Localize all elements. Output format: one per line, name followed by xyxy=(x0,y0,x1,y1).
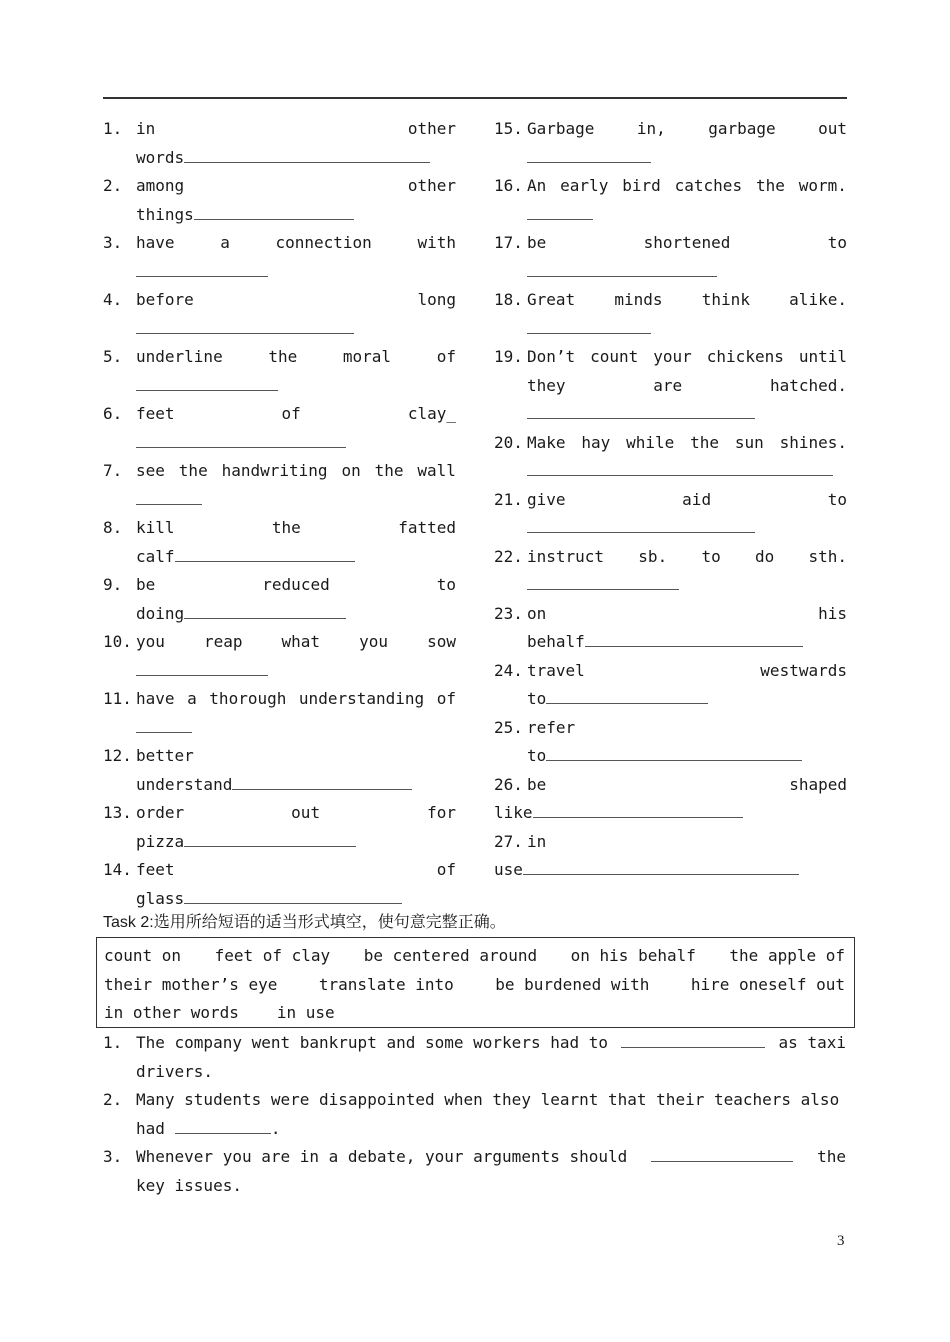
phrase-word: glass xyxy=(136,888,185,908)
phrase-word: the xyxy=(178,461,208,480)
phrase-word: to xyxy=(527,746,547,765)
answer-line xyxy=(136,262,268,282)
phrase-line xyxy=(527,347,847,367)
phrase-word: to xyxy=(827,489,847,509)
phrase-word: bird xyxy=(622,176,661,195)
phrase-word: you xyxy=(359,632,389,651)
answer-line xyxy=(527,575,679,595)
item-number: 22. xyxy=(494,546,523,566)
answer-line xyxy=(527,518,755,538)
answer-blank[interactable] xyxy=(523,860,799,875)
answer-blank[interactable] xyxy=(136,433,346,448)
item-number: 15. xyxy=(494,119,523,138)
item-number: 11. xyxy=(103,689,132,708)
header-rule xyxy=(103,97,847,99)
answer-blank[interactable] xyxy=(621,1033,765,1048)
phrase-word: catches xyxy=(674,176,743,195)
answer-line xyxy=(136,376,278,396)
phrase-word: a xyxy=(220,233,230,252)
answer-blank[interactable] xyxy=(527,148,651,163)
answer-line xyxy=(527,746,802,766)
phrase-line xyxy=(527,604,847,624)
answer-line xyxy=(527,205,593,225)
sentence-line xyxy=(136,1062,213,1082)
phrase-word: underline xyxy=(136,347,223,366)
phrase-word: the xyxy=(690,432,719,452)
page-number: 3 xyxy=(837,1233,845,1249)
item-number: 7. xyxy=(103,461,123,480)
phrase-bank-item: in other words xyxy=(104,1003,239,1022)
sentence-text: Many students were disappointed when they learnt that their teachers also xyxy=(136,1090,840,1109)
answer-line xyxy=(136,889,402,909)
phrase-word: to xyxy=(701,546,721,566)
sentence-text: drivers. xyxy=(136,1061,214,1081)
item-number: 16. xyxy=(494,176,523,195)
phrase-line xyxy=(136,803,456,823)
answer-blank[interactable] xyxy=(184,604,346,619)
phrase-word: words xyxy=(136,147,185,167)
answer-line xyxy=(527,461,833,481)
answer-blank[interactable] xyxy=(585,632,803,647)
phrase-line xyxy=(136,689,456,709)
phrase-word: Make xyxy=(527,432,566,452)
phrase-word: reap xyxy=(203,632,243,651)
phrase-word: behalf xyxy=(527,632,585,651)
phrase-word: think xyxy=(701,290,750,309)
answer-line xyxy=(136,832,356,852)
item-number: 18. xyxy=(494,290,523,309)
answer-line xyxy=(136,718,192,738)
sentence-text: . xyxy=(270,1118,281,1138)
phrase-word: sun xyxy=(734,432,764,452)
item-number: 4. xyxy=(103,290,123,309)
answer-blank[interactable] xyxy=(527,518,755,533)
phrase-word: handwriting xyxy=(221,461,328,480)
phrase-word: be xyxy=(136,575,156,594)
phrase-word: thorough xyxy=(209,689,287,708)
answer-line xyxy=(494,803,743,823)
phrase-word: give xyxy=(527,489,566,509)
phrase-word: pizza xyxy=(136,831,185,851)
phrase-line xyxy=(527,290,847,310)
phrase-word: what xyxy=(281,632,321,651)
item-number: 23. xyxy=(494,603,523,623)
phrase-word: shines. xyxy=(779,432,847,452)
phrase-line xyxy=(136,176,456,196)
answer-line xyxy=(494,860,799,880)
answer-line xyxy=(527,319,651,339)
item-number: 20. xyxy=(494,432,523,452)
item-number: 8. xyxy=(103,518,123,537)
sentence-text: had xyxy=(136,1118,165,1138)
answer-line xyxy=(136,490,202,510)
answer-blank[interactable] xyxy=(184,889,402,904)
item-number: 26. xyxy=(494,774,523,794)
sentence-text: key issues. xyxy=(136,1175,242,1195)
phrase-word: for xyxy=(427,803,456,822)
phrase-word: the xyxy=(374,461,404,480)
phrase-word: be xyxy=(527,774,547,794)
phrase-word: the xyxy=(268,347,298,366)
phrase-word: understanding xyxy=(298,689,425,708)
answer-blank[interactable] xyxy=(527,262,717,277)
phrase-bank-item: translate into xyxy=(318,974,454,994)
item-number: 2. xyxy=(103,176,123,195)
phrase-word: like xyxy=(494,803,533,822)
sentence-line xyxy=(136,1147,846,1167)
answer-blank[interactable] xyxy=(232,775,412,790)
answer-line xyxy=(527,404,755,424)
phrase-word: early xyxy=(560,176,609,195)
phrase-bank-box xyxy=(96,937,855,1028)
sentence-text: The company went bankrupt and some workers had to xyxy=(136,1033,609,1052)
phrase-word: worm. xyxy=(798,176,847,195)
phrase-word: a xyxy=(187,689,197,708)
answer-blank[interactable] xyxy=(184,832,356,847)
phrase-word: hatched. xyxy=(769,375,847,395)
phrase-word: kill xyxy=(136,518,175,537)
phrase-word: count xyxy=(590,347,639,366)
phrase-bank-item: feet of clay xyxy=(214,946,331,965)
answer-blank[interactable] xyxy=(546,689,708,704)
task2-title: Task 2:选用所给短语的适当形式填空，使句意完整正确。 xyxy=(103,914,506,931)
answer-blank[interactable] xyxy=(533,803,743,818)
phrase-line xyxy=(527,119,847,139)
answer-line xyxy=(136,604,346,624)
answer-blank[interactable] xyxy=(527,404,755,419)
phrase-word: the xyxy=(271,518,301,537)
phrase-bank-item: hire oneself out xyxy=(690,974,845,994)
phrase-word: wall xyxy=(417,461,456,480)
phrase-word: An xyxy=(527,176,547,195)
sentence-text: Whenever you are in a debate, your arguments should xyxy=(136,1147,628,1166)
item-number: 9. xyxy=(103,575,123,594)
answer-line xyxy=(136,661,268,681)
phrase-word: feet xyxy=(136,860,175,879)
phrase-word: of xyxy=(281,404,301,423)
answer-blank[interactable] xyxy=(527,205,593,220)
answer-blank[interactable] xyxy=(136,376,278,391)
phrase-word: be xyxy=(527,233,547,252)
phrase-word: sth. xyxy=(808,546,847,566)
phrase-word: moral xyxy=(342,347,392,366)
phrase-line xyxy=(136,632,456,652)
answer-blank[interactable] xyxy=(175,547,355,562)
answer-line xyxy=(136,775,412,795)
item-number: 27. xyxy=(494,831,523,851)
item-number: 14. xyxy=(103,860,132,879)
phrase-word: sb. xyxy=(638,546,668,566)
phrase-word: while xyxy=(626,432,675,452)
item-number: 3. xyxy=(103,1147,123,1166)
phrase-word: understand xyxy=(136,774,233,794)
answer-blank[interactable] xyxy=(136,661,268,676)
phrase-word: shaped xyxy=(789,774,847,794)
phrase-bank-item: be centered around xyxy=(363,946,538,965)
phrase-line xyxy=(527,718,847,738)
phrase-word: your xyxy=(653,347,692,366)
phrase-word: they xyxy=(527,375,566,395)
phrase-word: minds xyxy=(614,290,663,309)
answer-blank[interactable] xyxy=(546,746,802,761)
item-number: 5. xyxy=(103,347,123,366)
phrase-bank-line xyxy=(104,1003,845,1023)
phrase-line xyxy=(527,176,847,196)
phrase-line xyxy=(136,461,456,481)
phrase-line xyxy=(527,775,847,795)
phrase-word: until xyxy=(798,347,847,366)
phrase-word: travel xyxy=(527,660,585,680)
phrase-bank-item: on his behalf xyxy=(570,946,696,965)
phrase-word: you xyxy=(136,632,165,651)
phrase-word: of xyxy=(436,689,456,708)
phrase-line xyxy=(136,404,456,424)
phrase-line xyxy=(527,376,847,396)
answer-blank[interactable] xyxy=(175,1119,271,1134)
phrase-word: use xyxy=(494,860,523,879)
item-number: 2. xyxy=(103,1090,123,1109)
phrase-word: do xyxy=(754,546,775,566)
phrase-line xyxy=(527,547,847,567)
phrase-word: in xyxy=(527,831,547,851)
phrase-word: clay_ xyxy=(407,404,456,423)
phrase-line xyxy=(136,290,456,310)
phrase-word: in xyxy=(136,119,156,138)
answer-blank[interactable] xyxy=(184,148,430,163)
sentence-line xyxy=(136,1033,846,1053)
phrase-word: calf xyxy=(136,546,175,566)
phrase-word: feet xyxy=(136,404,175,423)
answer-blank[interactable] xyxy=(527,575,679,590)
item-number: 24. xyxy=(494,660,523,680)
answer-line xyxy=(136,433,346,453)
phrase-word: of xyxy=(436,860,456,879)
answer-line xyxy=(136,148,430,168)
phrase-word: order xyxy=(136,803,185,822)
phrase-word: out xyxy=(818,119,847,138)
phrase-word: the xyxy=(755,176,785,195)
phrase-bank-line xyxy=(104,975,845,995)
phrase-line xyxy=(136,746,456,766)
phrase-line xyxy=(136,119,456,139)
phrase-bank-item: count on xyxy=(104,946,182,965)
phrase-word: hay xyxy=(581,432,611,452)
phrase-word: to xyxy=(827,233,847,252)
item-number: 17. xyxy=(494,233,523,252)
sentence-text: the xyxy=(817,1147,846,1166)
phrase-word: westwards xyxy=(760,660,847,680)
item-number: 10. xyxy=(103,632,132,651)
phrase-bank-item: in use xyxy=(276,1003,335,1022)
phrase-word: doing xyxy=(136,603,185,623)
phrase-word: sow xyxy=(427,632,456,651)
phrase-line xyxy=(527,832,847,852)
item-number: 21. xyxy=(494,489,523,509)
answer-line xyxy=(527,262,717,282)
phrase-line xyxy=(527,661,847,681)
item-number: 6. xyxy=(103,404,123,423)
phrase-word: other xyxy=(407,176,456,195)
phrase-word: better xyxy=(136,746,194,765)
phrase-bank-item: the apple of xyxy=(729,946,845,965)
phrase-bank-item: be burdened with xyxy=(495,974,650,994)
answer-blank[interactable] xyxy=(651,1147,793,1162)
phrase-word: Great xyxy=(527,290,576,309)
sentence-text: as taxi xyxy=(778,1033,846,1052)
sentence-line xyxy=(136,1119,281,1139)
phrase-bank-item: their mother’s eye xyxy=(104,974,278,994)
answer-blank[interactable] xyxy=(136,319,354,334)
phrase-bank-line xyxy=(104,946,845,966)
phrase-word: to xyxy=(436,575,456,594)
item-number: 25. xyxy=(494,717,523,737)
answer-line xyxy=(527,632,803,652)
phrase-line xyxy=(136,860,456,880)
answer-line xyxy=(527,148,651,168)
phrase-line xyxy=(136,347,456,367)
phrase-word: chickens xyxy=(706,347,784,366)
phrase-line xyxy=(136,518,456,538)
phrase-word: other xyxy=(407,119,456,138)
answer-blank[interactable] xyxy=(527,319,651,334)
phrase-word: instruct xyxy=(527,546,605,566)
answer-blank[interactable] xyxy=(194,205,354,220)
answer-line xyxy=(136,319,354,339)
phrase-word: garbage xyxy=(708,119,776,138)
phrase-word: before xyxy=(136,290,194,309)
phrase-word: alike. xyxy=(789,290,847,309)
answer-blank[interactable] xyxy=(136,262,268,277)
sentence-line xyxy=(136,1176,242,1196)
phrase-line xyxy=(527,490,847,510)
answer-line xyxy=(136,547,355,567)
phrase-word: things xyxy=(136,204,194,224)
phrase-word: see xyxy=(136,461,165,480)
phrase-word: among xyxy=(136,176,185,195)
phrase-word: aid xyxy=(682,489,712,509)
phrase-word: connection xyxy=(275,233,372,252)
phrase-word: refer xyxy=(527,717,576,737)
item-number: 3. xyxy=(103,233,123,252)
phrase-word: of xyxy=(436,347,456,366)
phrase-word: reduced xyxy=(262,575,330,594)
phrase-word: Garbage xyxy=(527,119,595,138)
phrase-word: in, xyxy=(636,119,666,138)
answer-line xyxy=(136,205,354,225)
answer-blank[interactable] xyxy=(136,718,192,733)
phrase-line xyxy=(136,575,456,595)
item-number: 12. xyxy=(103,746,132,765)
phrase-word: have xyxy=(136,689,175,708)
phrase-line xyxy=(527,433,847,453)
answer-blank[interactable] xyxy=(136,490,202,505)
phrase-word: on xyxy=(341,461,361,480)
item-number: 19. xyxy=(494,347,523,366)
sentence-line xyxy=(136,1090,846,1110)
phrase-word: to xyxy=(527,689,547,708)
phrase-word: on xyxy=(527,603,547,623)
item-number: 1. xyxy=(103,119,123,138)
phrase-word: shortened xyxy=(643,233,731,252)
phrase-word: Don’t xyxy=(527,347,576,366)
phrase-word: his xyxy=(818,603,847,623)
phrase-word: with xyxy=(417,233,456,252)
phrase-word: out xyxy=(291,803,321,822)
phrase-word: fatted xyxy=(398,518,456,537)
item-number: 13. xyxy=(103,803,132,822)
phrase-word: are xyxy=(653,375,683,395)
answer-line xyxy=(527,689,708,709)
answer-blank[interactable] xyxy=(527,461,833,476)
phrase-line xyxy=(136,233,456,253)
item-number: 1. xyxy=(103,1033,123,1052)
phrase-line xyxy=(527,233,847,253)
phrase-word: long xyxy=(417,290,456,309)
phrase-word: have xyxy=(136,233,175,252)
